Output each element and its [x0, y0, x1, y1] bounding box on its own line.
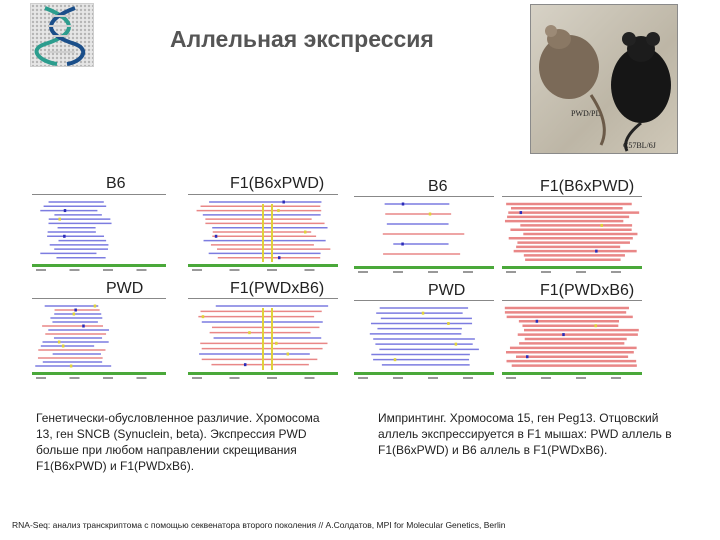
read-track-f1-pwdxb6-snca: [188, 302, 338, 382]
snp-marker: [248, 331, 251, 334]
read-track-f1-b6xpwd-peg13: [502, 200, 642, 276]
scale-tick: [267, 269, 277, 271]
snp-marker: [275, 342, 278, 345]
scale-tick: [576, 271, 586, 273]
label-underline: [32, 298, 166, 299]
gene-track: [502, 266, 642, 269]
footer-credit: RNA-Seq: анализ транскриптома с помощью секвенатора второго поколения // A.Солдатов, MPI for Molecular Genetics, Berlin: [12, 520, 506, 530]
scale-tick: [305, 377, 315, 379]
snp-marker: [215, 235, 218, 238]
snp-marker: [422, 312, 425, 315]
mouse-label-pwd: PWD/PL: [571, 109, 601, 118]
snp-marker: [594, 324, 597, 327]
gene-track: [354, 372, 494, 375]
snp-marker: [401, 243, 404, 246]
panel-label-f1-pwdxb6-right: F1(PWDxB6): [540, 282, 635, 299]
scale-tick: [70, 269, 80, 271]
scale-tick: [230, 269, 240, 271]
snp-marker: [94, 305, 97, 308]
scale-tick: [36, 377, 46, 379]
snp-marker: [287, 353, 290, 356]
scale-tick: [70, 377, 80, 379]
gene-track: [502, 372, 642, 375]
label-underline: [188, 194, 338, 195]
scale-tick: [393, 271, 403, 273]
snp-marker: [244, 363, 247, 366]
scale-tick: [393, 377, 403, 379]
snp-marker: [58, 218, 61, 221]
snp-marker: [402, 203, 405, 206]
scale-tick: [103, 269, 113, 271]
page-title: Аллельная экспрессия: [170, 26, 434, 52]
panel-label-pwd-right: PWD: [428, 282, 466, 299]
caption-imprinting: Импринтинг. Хромосома 15, ген Peg13. Отцовский аллель экспрессируется в F1 мышах: PWD аллель в F1(B6xPWD) и B6 аллель в F1(PWDxB6).: [378, 411, 672, 457]
scale-tick: [192, 377, 202, 379]
mice-photo: [530, 4, 678, 154]
gene-track: [188, 372, 338, 375]
snp-marker: [595, 250, 598, 253]
scale-tick: [230, 377, 240, 379]
scale-tick: [611, 271, 621, 273]
read-track-pwd-peg13: [354, 304, 494, 382]
read-track-f1-b6xpwd-snca: [188, 198, 338, 274]
snp-marker: [202, 315, 205, 318]
scale-tick: [103, 377, 113, 379]
panel-label-b6-left: B6: [106, 175, 126, 192]
mouse-label-b6: C57BL/6J: [623, 141, 656, 150]
read-track-b6-peg13: [354, 200, 494, 276]
snp-marker: [526, 355, 529, 358]
label-underline: [188, 298, 338, 299]
scale-tick: [36, 269, 46, 271]
snp-marker: [562, 333, 565, 336]
snp-marker: [63, 235, 66, 238]
scale-tick: [267, 377, 277, 379]
gene-track: [32, 264, 166, 267]
snp-marker: [536, 320, 539, 323]
scale-tick: [463, 377, 473, 379]
scale-tick: [463, 271, 473, 273]
label-underline: [502, 196, 642, 197]
gene-track: [354, 266, 494, 269]
scale-tick: [192, 269, 202, 271]
snp-marker: [394, 358, 397, 361]
snp-marker: [600, 224, 603, 227]
snp-marker: [74, 309, 77, 312]
snp-marker: [455, 343, 458, 346]
snp-marker: [520, 211, 523, 214]
dna-logo: [30, 3, 94, 67]
label-underline: [354, 300, 494, 301]
panel-label-f1-b6xpwd-left: F1(B6xPWD): [230, 175, 325, 192]
snp-marker: [58, 341, 61, 344]
snp-marker: [304, 231, 307, 234]
scale-tick: [506, 271, 516, 273]
snp-marker: [73, 313, 76, 316]
panel-label-f1-b6xpwd-right: F1(B6xPWD): [540, 178, 635, 195]
scale-tick: [541, 271, 551, 273]
scale-tick: [358, 377, 368, 379]
panel-label-f1-pwdxb6-left: F1(PWDxB6): [230, 280, 325, 297]
snp-marker: [82, 325, 85, 328]
read-track-b6-snca: [32, 198, 166, 274]
read-track-pwd-snca: [32, 302, 166, 382]
scale-tick: [428, 377, 438, 379]
snp-marker: [64, 209, 67, 212]
scale-tick: [137, 269, 147, 271]
snp-marker: [278, 256, 281, 259]
scale-tick: [506, 377, 516, 379]
snp-marker: [282, 201, 285, 204]
scale-tick: [137, 377, 147, 379]
snp-marker: [429, 213, 432, 216]
caption-genetic-difference: Генетически-обусловленное различие. Хромосома 13, ген SNCB (Synuclein, beta). Экспрессия PWD больше при любом направлении скрещивания F1(B6xPWD) и F1(PWDxB6).: [36, 411, 320, 473]
panel-label-pwd-left: PWD: [106, 280, 144, 297]
scale-tick: [541, 377, 551, 379]
scale-tick: [428, 271, 438, 273]
read-track-f1-pwdxb6-peg13: [502, 304, 642, 382]
scale-tick: [576, 377, 586, 379]
label-underline: [354, 196, 494, 197]
snp-marker: [277, 209, 280, 212]
panel-label-b6-right: B6: [428, 178, 448, 195]
gene-track: [32, 372, 166, 375]
scale-tick: [305, 269, 315, 271]
snp-marker: [447, 322, 450, 325]
scale-tick: [358, 271, 368, 273]
snp-marker: [62, 345, 64, 348]
snp-marker: [70, 365, 73, 368]
label-underline: [502, 300, 642, 301]
label-underline: [32, 194, 166, 195]
gene-track: [188, 264, 338, 267]
scale-tick: [611, 377, 621, 379]
